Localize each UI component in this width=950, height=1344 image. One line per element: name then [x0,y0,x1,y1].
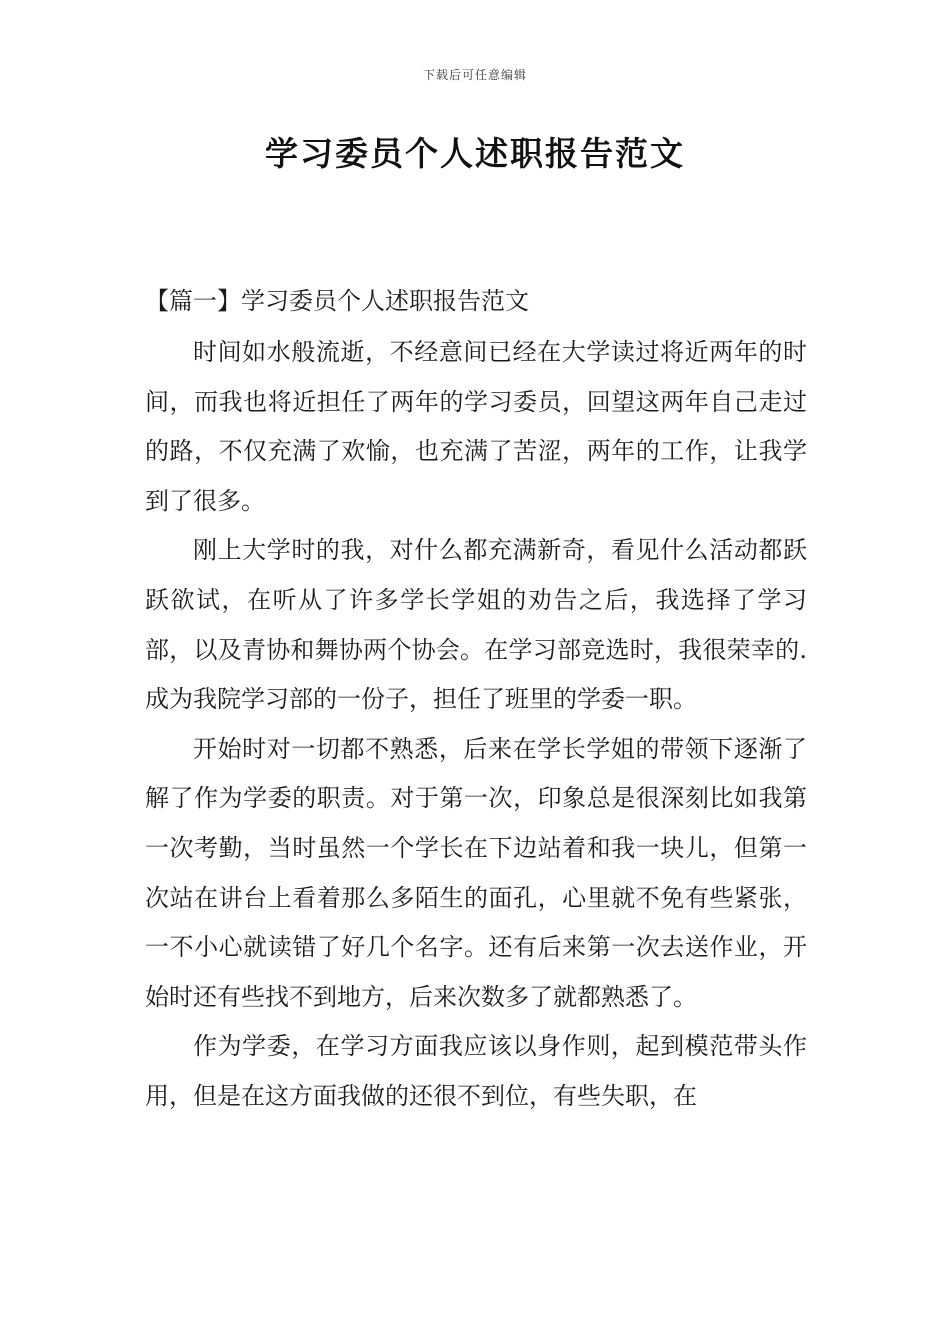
header-note: 下载后可任意编辑 [422,68,527,82]
paragraph-2: 刚上大学时的我，对什么都充满新奇，看见什么活动都跃跃欲试，在听从了许多学长学姐的劝告之后，我选择了学习部，以及青协和舞协两个协会。在学习部竞选时，我很荣幸的.成为我院学习部的一份子，担任了班里的学委一职。 [145,536,807,714]
document-body [145,280,807,1122]
document-title: 学习委员个人述职报告范文 [265,134,685,173]
paragraph-1: 时间如水般流逝，不经意间已经在大学读过将近两年的时间，而我也将近担任了两年的学习委员，回望这两年自己走过的路，不仅充满了欢愉，也充满了苦涩，两年的工作，让我学到了很多。 [145,338,807,515]
paragraph-3: 开始时对一切都不熟悉，后来在学长学姐的带领下逐渐了解了作为学委的职责。对于第一次，印象总是很深刻比如我第一次考勤，当时虽然一个学长在下边站着和我一块儿，但第一次站在讲台上看着那么多陌生的面孔，心里就不免有些紧张，一不小心就读错了好几个名字。还有后来第一次去送作业，开始时还有些找不到地方，后来次数多了就都熟悉了。 [145,734,807,1011]
paragraph-4: 作为学委，在学习方面我应该以身作则，起到模范带头作用，但是在这方面我做的还很不到位，有些失职，在 [145,1032,807,1110]
section-heading: 【篇一】学习委员个人述职报告范文 [145,287,529,315]
